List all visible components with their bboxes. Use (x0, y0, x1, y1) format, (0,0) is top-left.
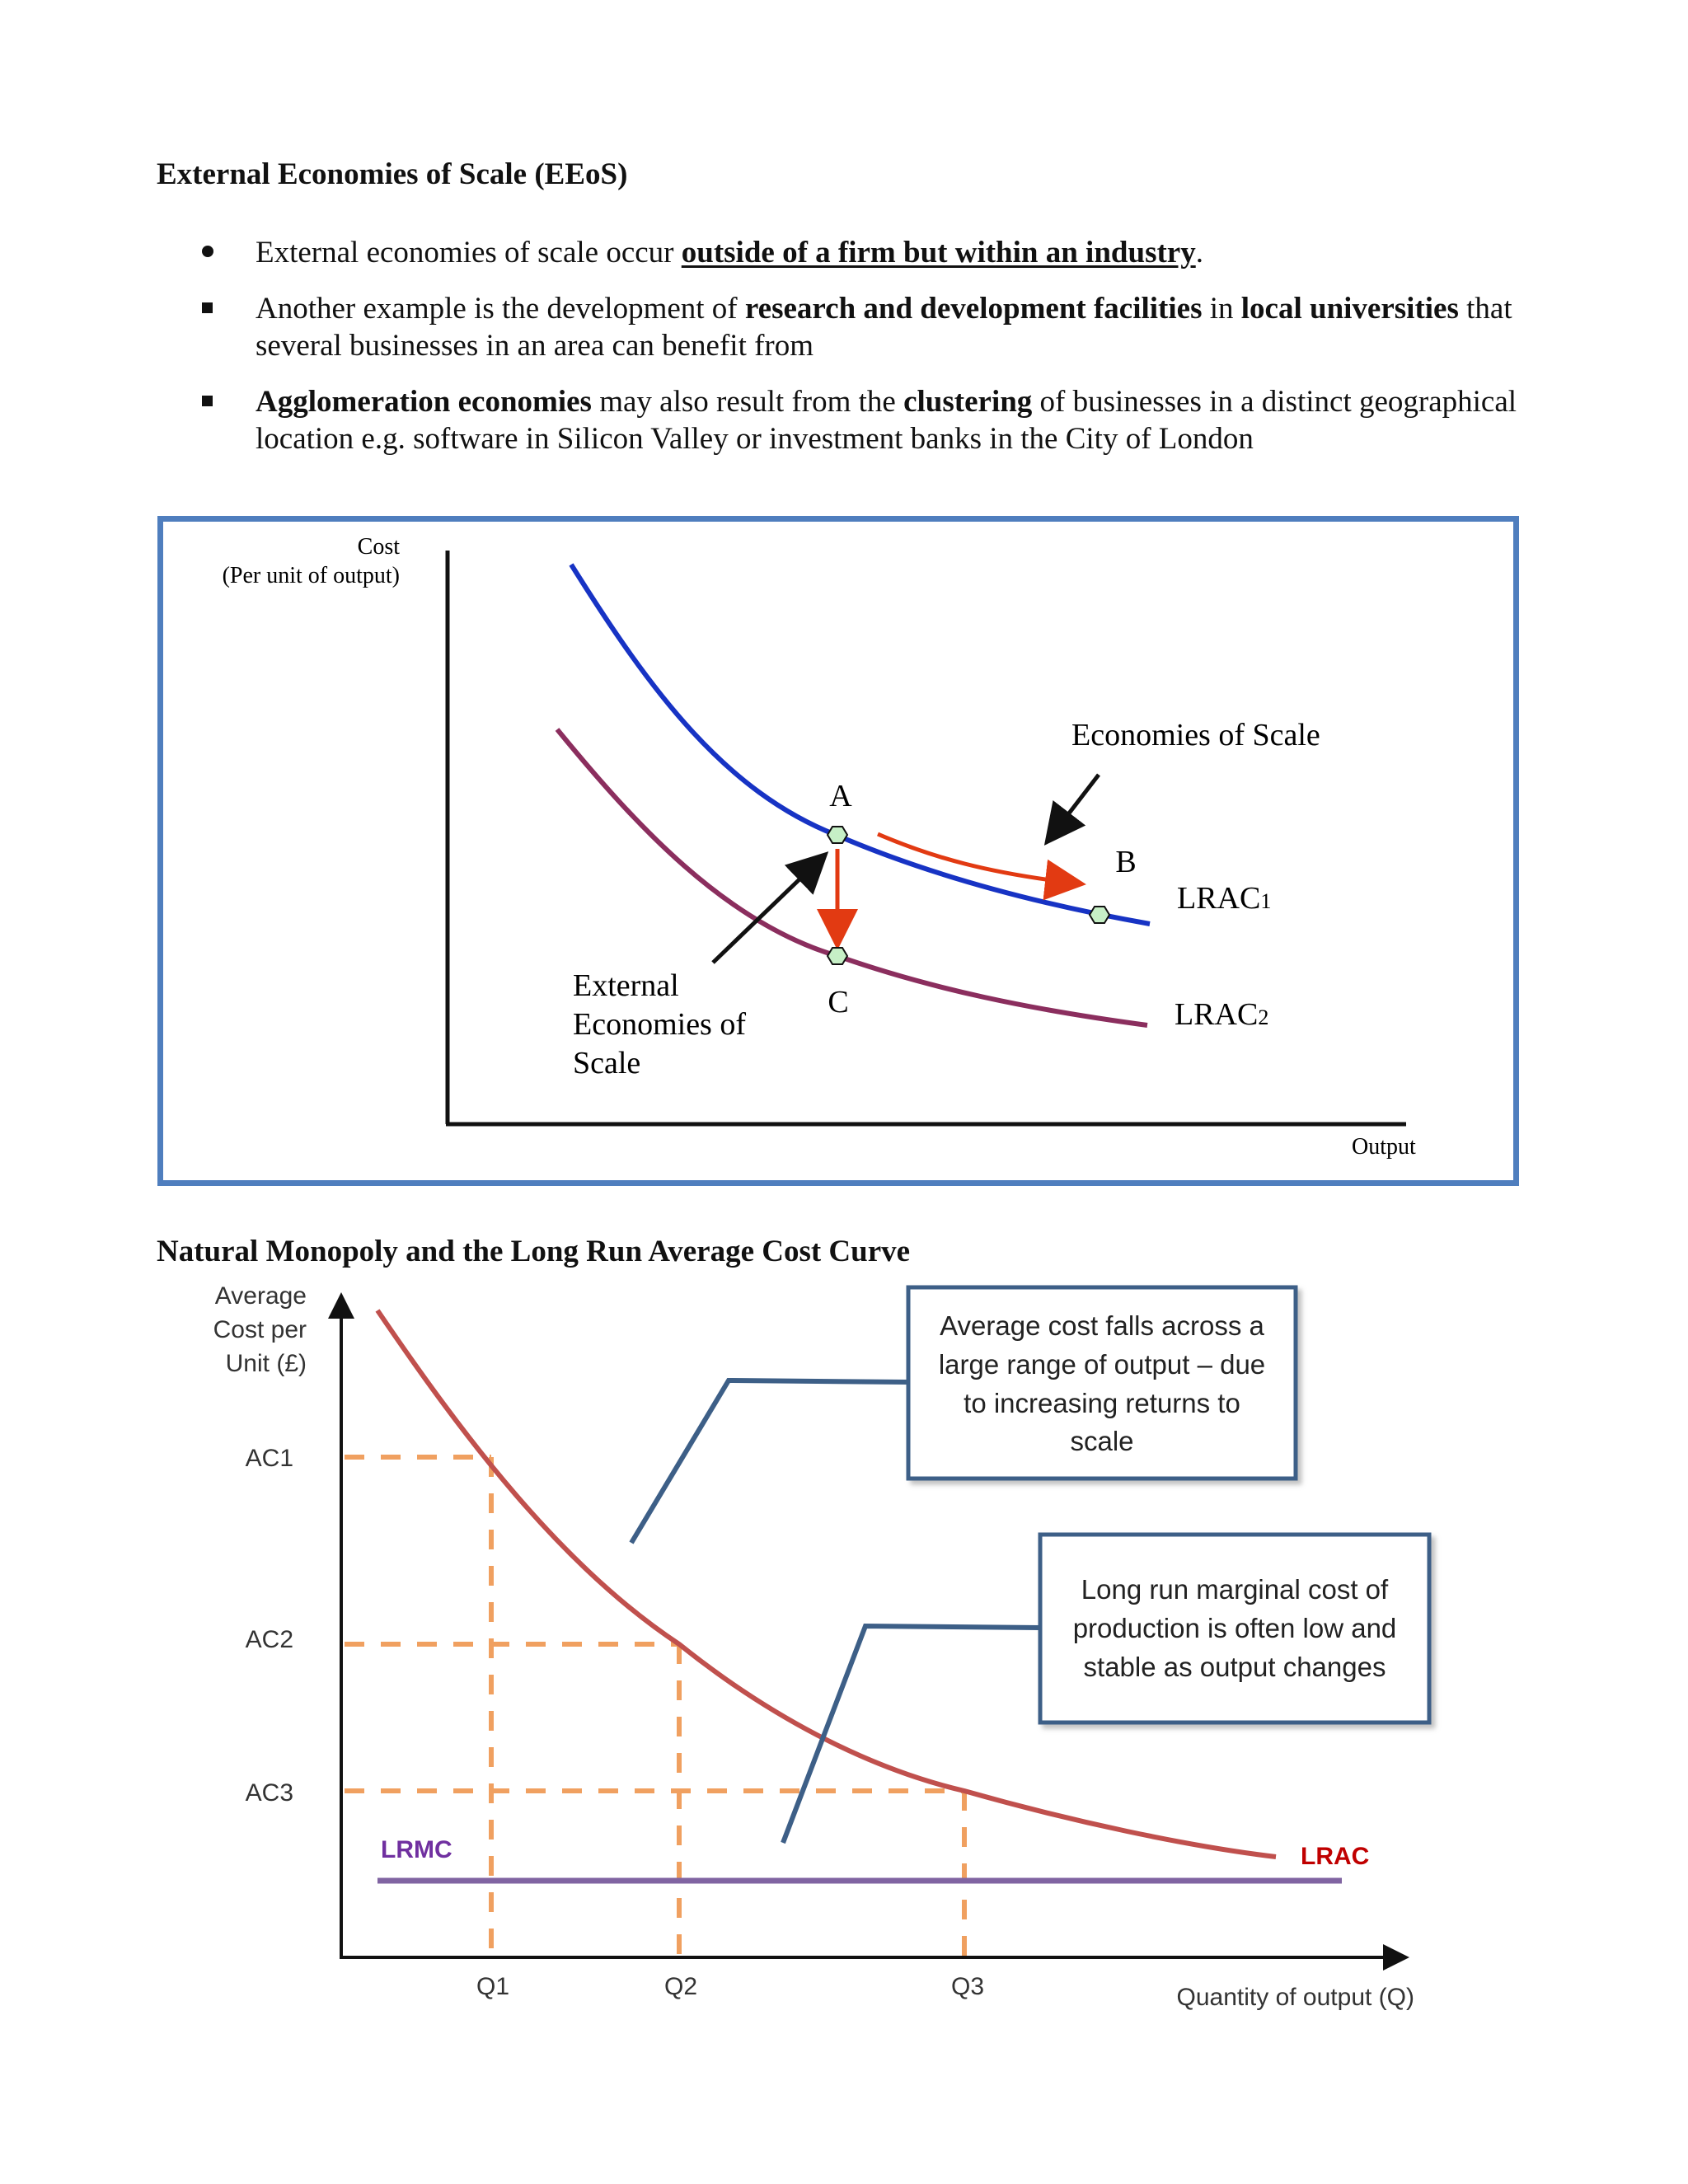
point-a-label: A (829, 779, 852, 813)
lrmc-label: LRMC (381, 1836, 452, 1863)
fig2-y-axis-label-line1: Average (214, 1282, 307, 1310)
callout-1-line3: to increasing returns to (964, 1388, 1240, 1418)
callout-2-leader (783, 1626, 1040, 1843)
fig1-y-axis-label-line2: (Per unit of output) (222, 563, 400, 588)
x-tick-q2: Q2 (663, 1973, 698, 2000)
bullet-3-text-1: may also result from the (591, 385, 904, 419)
lrac2-label: LRAC2 (1175, 997, 1269, 1032)
bullet-1-emphasis: outside of a firm but within an industry (681, 236, 1196, 269)
bullet-2-text-1: Another example is the development of (256, 292, 745, 326)
callout-1-leader (631, 1380, 908, 1543)
bullet-1-text: External economies of scale occur (256, 236, 682, 269)
bullet-3-bold-1: Agglomeration economies (256, 385, 592, 419)
bullet-2-bold-1: research and development facilities (744, 292, 1203, 326)
callout-2-line3: stable as output changes (1083, 1652, 1386, 1682)
bullet-3-bold-2: clustering (903, 385, 1033, 419)
external-eos-annotation-line1: External (573, 968, 679, 1003)
callout-1-line2: large range of output – due (938, 1349, 1266, 1380)
economies-of-scale-annotation: Economies of Scale (1071, 718, 1320, 752)
point-b-label: B (1115, 845, 1137, 879)
external-eos-annotation-line2: Economies of (573, 1007, 747, 1042)
fig1-x-axis-label: Output (1352, 1134, 1416, 1160)
fig2-y-axis-label-line2: Cost per (213, 1316, 307, 1343)
section-heading-eeos: External Economies of Scale (EEoS) (157, 157, 628, 191)
callout-1-line4: scale (1070, 1426, 1134, 1456)
x-tick-q1: Q1 (476, 1973, 510, 2000)
bullet-1-end: . (1195, 236, 1203, 269)
y-tick-ac2: AC2 (245, 1626, 293, 1653)
y-tick-ac1: AC1 (245, 1445, 293, 1472)
fig2-x-axis-label: Quantity of output (Q) (1176, 1984, 1414, 2011)
section-heading-natural-monopoly: Natural Monopoly and the Long Run Average Cost Curve (157, 1235, 911, 1268)
x-tick-q3: Q3 (950, 1973, 985, 2000)
bullet-2-bold-2: local universities (1240, 292, 1459, 326)
fig1-y-axis-label-line1: Cost (357, 534, 400, 560)
bullet-2-text-2: in (1202, 292, 1241, 326)
callout-2-line1: Long run marginal cost of (1081, 1574, 1389, 1605)
point-c-label: C (828, 985, 849, 1019)
bullet-3-text-2: of businesses in a distinct geographical location e.g. software in Silicon Valley or investment banks in the City of London (256, 385, 1517, 456)
callout-1-line1: Average cost falls across a (940, 1310, 1264, 1341)
bullet-2-text-3: that several businesses in an area can benefit from (256, 292, 1512, 363)
lrac-label: LRAC (1301, 1843, 1370, 1870)
fig2-y-axis-label-line3: Unit (£) (225, 1350, 307, 1377)
callout-2-line2: production is often low and (1072, 1613, 1397, 1643)
lrac1-label: LRAC1 (1177, 881, 1272, 916)
y-tick-ac3: AC3 (245, 1779, 293, 1807)
external-eos-annotation-line3: Scale (573, 1046, 641, 1080)
